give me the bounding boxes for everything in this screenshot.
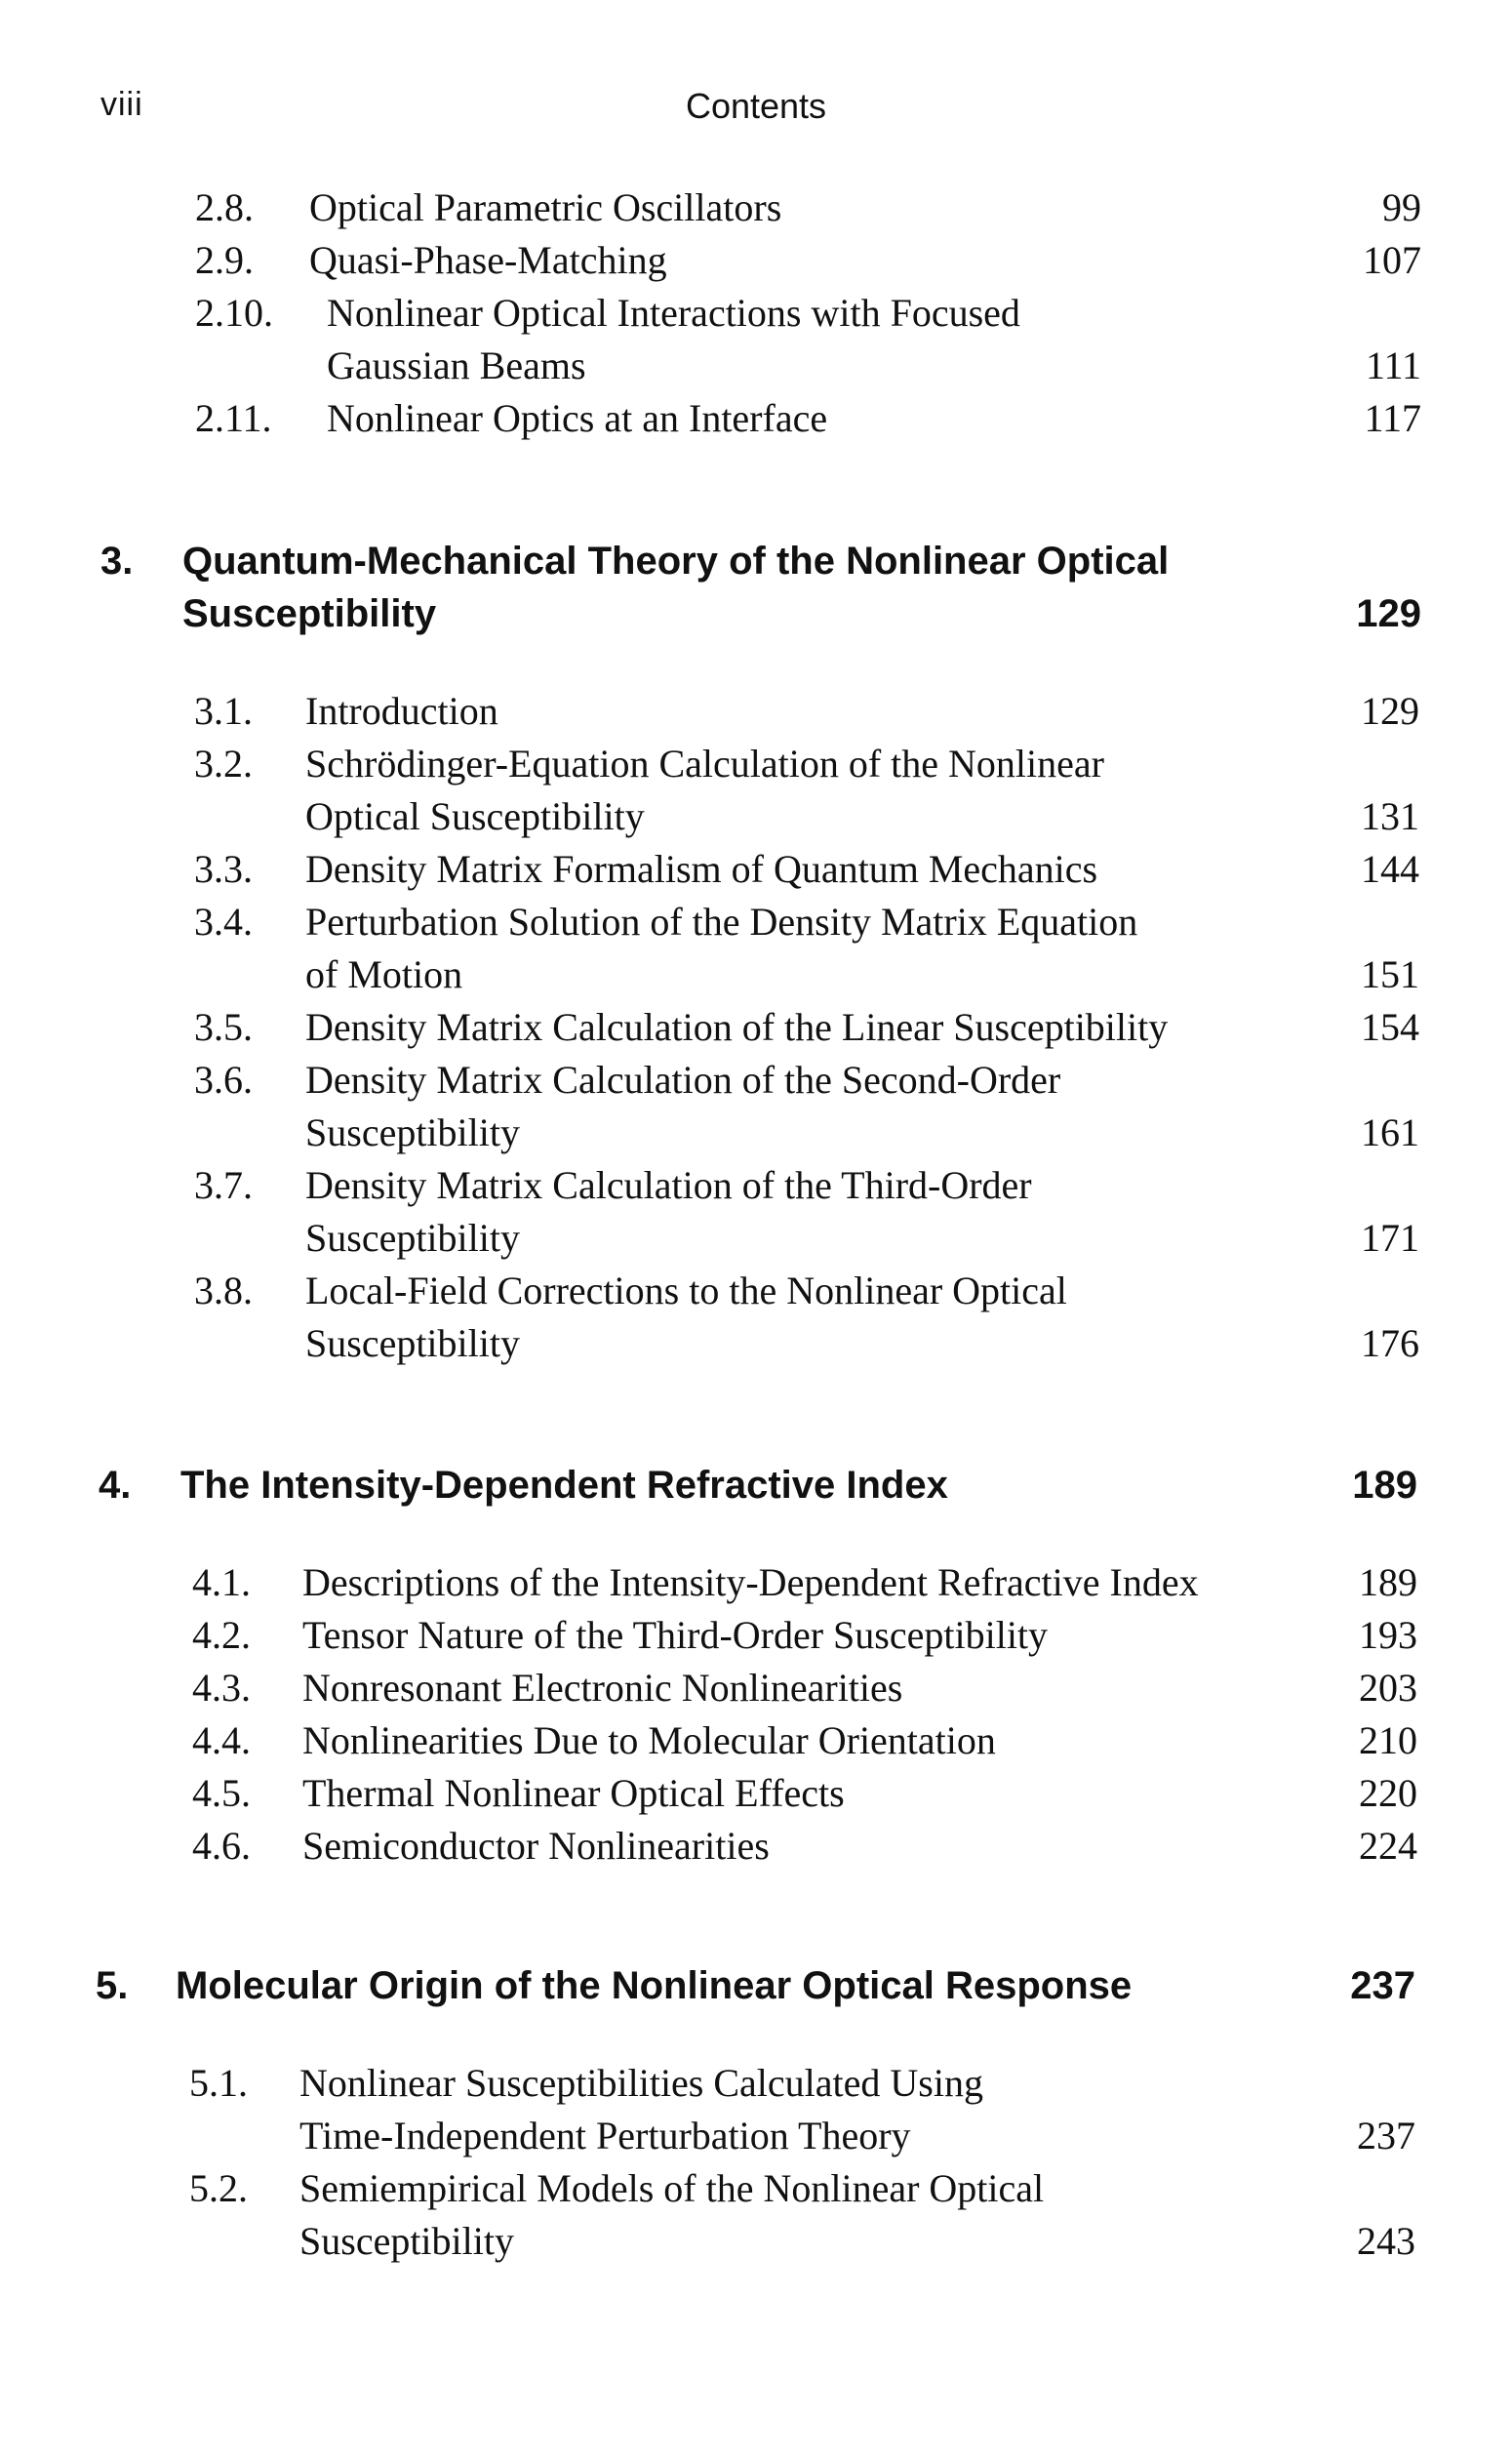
section-title: Quasi-Phase-Matching — [309, 238, 667, 282]
section-number: 3.7. — [194, 1163, 253, 1207]
section-title-line-1: Local-Field Corrections to the Nonlinear Optical — [305, 1269, 1067, 1312]
page-number: 171 — [1361, 1216, 1419, 1260]
section-number: 3.1. — [194, 689, 253, 733]
section-number: 2.10. — [195, 291, 273, 335]
page-number: 237 — [1357, 2114, 1415, 2157]
section-number: 4.5. — [192, 1771, 251, 1815]
chapter-page-number: 237 — [1350, 1964, 1415, 2007]
page-number: 144 — [1361, 847, 1419, 891]
page-number: 220 — [1359, 1771, 1417, 1815]
section-number: 2.9. — [195, 238, 254, 282]
page-number: 189 — [1359, 1560, 1417, 1604]
chapter-title: The Intensity-Dependent Refractive Index — [180, 1464, 948, 1507]
section-title: Semiconductor Nonlinearities — [302, 1824, 770, 1868]
page-number: 224 — [1359, 1824, 1417, 1868]
section-number: 3.2. — [194, 742, 253, 786]
section-title-line-1: Density Matrix Calculation of the Second-Order — [305, 1058, 1061, 1102]
section-title-line-2: Susceptibility — [305, 1321, 520, 1365]
chapter-page-number: 189 — [1352, 1464, 1417, 1507]
page-number: 151 — [1361, 952, 1419, 996]
page-number: 129 — [1361, 689, 1419, 733]
chapter-number: 3. — [100, 540, 134, 583]
section-title: Density Matrix Formalism of Quantum Mechanics — [305, 847, 1098, 891]
section-number: 4.6. — [192, 1824, 251, 1868]
section-title-line-1: Schrödinger-Equation Calculation of the Nonlinear — [305, 742, 1104, 786]
section-title-line-1: Semiempirical Models of the Nonlinear Optical — [299, 2166, 1045, 2210]
section-title-line-2: Gaussian Beams — [327, 343, 586, 387]
page-number: 203 — [1359, 1666, 1417, 1710]
section-number: 2.11. — [195, 396, 272, 440]
section-number: 4.4. — [192, 1718, 251, 1762]
section-title: Introduction — [305, 689, 498, 733]
chapter-page-number: 129 — [1356, 592, 1421, 635]
section-title: Density Matrix Calculation of the Linear Susceptibility — [305, 1005, 1169, 1049]
section-title: Optical Parametric Oscillators — [309, 185, 782, 229]
section-title: Nonlinear Optics at an Interface — [327, 396, 828, 440]
section-title-line-2: Susceptibility — [305, 1216, 520, 1260]
section-title-line-2: of Motion — [305, 952, 463, 996]
chapter-title: Molecular Origin of the Nonlinear Optical Response — [176, 1964, 1133, 2007]
section-number: 4.1. — [192, 1560, 251, 1604]
section-title-line-2: Susceptibility — [299, 2219, 514, 2263]
chapter-title-line-1: Quantum-Mechanical Theory of the Nonlinear Optical — [182, 540, 1170, 583]
page-number: 99 — [1382, 185, 1421, 229]
chapter-number: 4. — [99, 1464, 132, 1507]
section-title-line-2: Susceptibility — [305, 1110, 520, 1154]
section-title: Tensor Nature of the Third-Order Susceptibility — [302, 1613, 1049, 1657]
section-title: Descriptions of the Intensity-Dependent Refractive Index — [302, 1560, 1199, 1604]
page-number: 131 — [1361, 794, 1419, 838]
section-title-line-2: Optical Susceptibility — [305, 794, 645, 838]
chapter-title-line-2: Susceptibility — [182, 592, 437, 635]
page-header — [0, 86, 1512, 135]
section-number: 3.8. — [194, 1269, 253, 1312]
page-folio: viii — [100, 86, 143, 123]
section-title-line-1: Nonlinear Optical Interactions with Focused — [327, 291, 1020, 335]
page-number: 161 — [1361, 1110, 1419, 1154]
section-number: 4.2. — [192, 1613, 251, 1657]
section-number: 3.6. — [194, 1058, 253, 1102]
section-title-line-2: Time-Independent Perturbation Theory — [299, 2114, 911, 2157]
section-number: 4.3. — [192, 1666, 251, 1710]
chapter-number: 5. — [96, 1964, 129, 2007]
section-number: 3.4. — [194, 900, 253, 944]
section-number: 5.1. — [189, 2061, 248, 2105]
page-number: 210 — [1359, 1718, 1417, 1762]
section-number: 3.5. — [194, 1005, 253, 1049]
page-number: 117 — [1364, 396, 1421, 440]
section-number: 2.8. — [195, 185, 254, 229]
section-title-line-1: Density Matrix Calculation of the Third-Order — [305, 1163, 1032, 1207]
page-number: 243 — [1357, 2219, 1415, 2263]
section-title: Nonlinearities Due to Molecular Orientation — [302, 1718, 996, 1762]
section-number: 3.3. — [194, 847, 253, 891]
page-number: 176 — [1361, 1321, 1419, 1365]
section-title-line-1: Nonlinear Susceptibilities Calculated Using — [299, 2061, 983, 2105]
page-number: 107 — [1363, 238, 1421, 282]
running-title: Contents — [685, 86, 827, 126]
section-title: Nonresonant Electronic Nonlinearities — [302, 1666, 903, 1710]
section-title-line-1: Perturbation Solution of the Density Matrix Equation — [305, 900, 1138, 944]
section-title: Thermal Nonlinear Optical Effects — [302, 1771, 845, 1815]
page-number: 193 — [1359, 1613, 1417, 1657]
page-number: 154 — [1361, 1005, 1419, 1049]
section-number: 5.2. — [189, 2166, 248, 2210]
page-number: 111 — [1365, 343, 1421, 387]
